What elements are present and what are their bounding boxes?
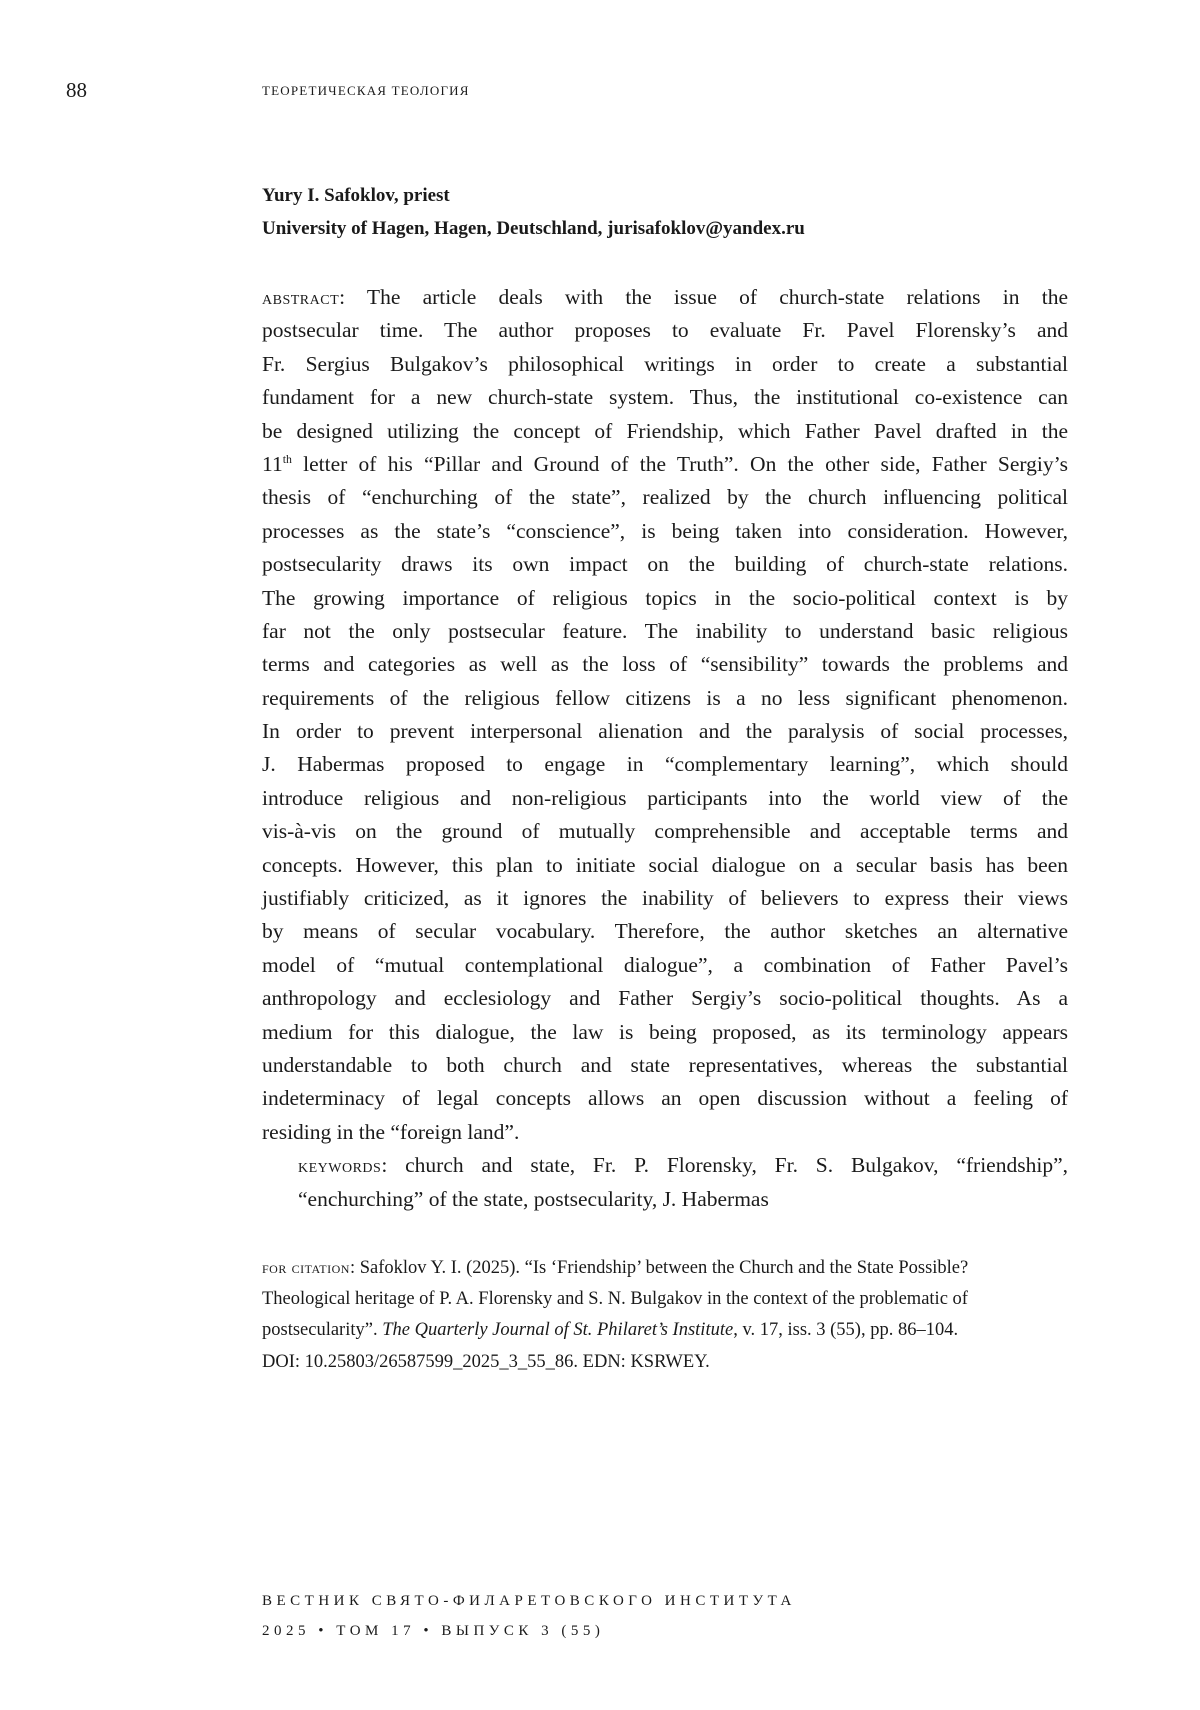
abstract-line: terms and categories as well as the loss of “sensibility” towards the problems and xyxy=(262,648,1068,681)
abstract-text: 11 xyxy=(262,452,283,476)
author-name: Yury I. Safoklov, priest xyxy=(262,185,450,207)
keywords-line: “enchurching” of the state, postsecularity, J. Habermas xyxy=(262,1183,1068,1216)
citation-text: : Safoklov Y. I. (2025). “Is ‘Friendship’ between the Church and the State Possible? xyxy=(350,1258,968,1278)
abstract-line: postsecularity draws its own impact on the building of church-state relations. xyxy=(262,548,1068,581)
citation-line xyxy=(262,1315,1068,1347)
citation-label: for citation xyxy=(262,1258,350,1277)
abstract-line: indeterminacy of legal concepts allows an open discussion without a feeling of xyxy=(262,1082,1068,1115)
journal-title: The Quarterly Journal of St. Philaret’s Institute xyxy=(382,1320,733,1340)
abstract-line: justifiably criticized, as it ignores the inability of believers to express their views xyxy=(262,882,1068,915)
page-number: 88 xyxy=(66,78,87,103)
abstract-line: anthropology and ecclesiology and Father Sergiy’s socio-political thoughts. As a xyxy=(262,982,1068,1015)
superscript: th xyxy=(283,452,292,466)
abstract-line: fundament for a new church-state system. Thus, the institutional co-existence can xyxy=(262,381,1068,414)
abstract-line: residing in the “foreign land”. xyxy=(262,1116,1068,1149)
footer xyxy=(262,1586,796,1646)
abstract-text: letter of his “Pillar and Ground of the Truth”. On the other side, Father Sergiy’s xyxy=(292,452,1068,476)
citation-doi[interactable]: DOI: 10.25803/26587599_2025_3_55_86. EDN: KSRWEY. xyxy=(262,1347,1068,1379)
keywords-text: : church and state, Fr. P. Florensky, Fr. S. Bulgakov, “friendship”, xyxy=(381,1153,1068,1177)
abstract-line: postsecular time. The author proposes to evaluate Fr. Pavel Florensky’s and xyxy=(262,314,1068,347)
abstract-line: The growing importance of religious topics in the socio-political context is by xyxy=(262,582,1068,615)
abstract-line: be designed utilizing the concept of Friendship, which Father Pavel drafted in the xyxy=(262,415,1068,448)
abstract-line: concepts. However, this plan to initiate social dialogue on a secular basis has been xyxy=(262,849,1068,882)
abstract-line: understandable to both church and state representatives, whereas the substantial xyxy=(262,1049,1068,1082)
citation-line: Theological heritage of P. A. Florensky and S. N. Bulgakov in the context of the problematic of xyxy=(262,1284,1068,1316)
footer-journal: ВЕСТНИК СВЯТО-ФИЛАРЕТОВСКОГО ИНСТИТУТА xyxy=(262,1586,796,1616)
abstract-line: medium for this dialogue, the law is being proposed, as its terminology appears xyxy=(262,1016,1068,1049)
abstract-line: thesis of “enchurching of the state”, realized by the church influencing political xyxy=(262,481,1068,514)
abstract-text: : The article deals with the issue of church-state relations in the xyxy=(339,285,1068,309)
abstract xyxy=(262,281,1068,1216)
footer-issue: 2025 • ТОМ 17 • ВЫПУСК 3 (55) xyxy=(262,1616,796,1646)
abstract-line: introduce religious and non-religious participants into the world view of the xyxy=(262,782,1068,815)
abstract-line: Fr. Sergius Bulgakov’s philosophical writings in order to create a substantial xyxy=(262,348,1068,381)
citation-text: , v. 17, iss. 3 (55), pp. 86–104. xyxy=(733,1320,958,1340)
citation-text: postsecularity”. xyxy=(262,1320,382,1340)
abstract-line: model of “mutual contemplational dialogue”, a combination of Father Pavel’s xyxy=(262,949,1068,982)
citation-line xyxy=(262,1252,1068,1284)
abstract-line xyxy=(262,448,1068,481)
abstract-line: J. Habermas proposed to engage in “complementary learning”, which should xyxy=(262,748,1068,781)
abstract-line: In order to prevent interpersonal alienation and the paralysis of social processes, xyxy=(262,715,1068,748)
abstract-line: requirements of the religious fellow citizens is a no less significant phenomenon. xyxy=(262,682,1068,715)
keywords-line xyxy=(262,1149,1068,1182)
running-title: ТЕОРЕТИЧЕСКАЯ ТЕОЛОГИЯ xyxy=(262,83,470,99)
citation xyxy=(262,1252,1068,1378)
abstract-line xyxy=(262,281,1068,314)
abstract-line: processes as the state’s “conscience”, is being taken into consideration. However, xyxy=(262,515,1068,548)
abstract-label: abstract xyxy=(262,287,339,309)
abstract-line: by means of secular vocabulary. Therefore, the author sketches an alternative xyxy=(262,915,1068,948)
abstract-line: vis-à-vis on the ground of mutually comprehensible and acceptable terms and xyxy=(262,815,1068,848)
keywords-label: keywords xyxy=(298,1155,381,1177)
abstract-line: far not the only postsecular feature. The inability to understand basic religious xyxy=(262,615,1068,648)
author-affiliation: University of Hagen, Hagen, Deutschland, jurisafoklov@yandex.ru xyxy=(262,218,805,240)
